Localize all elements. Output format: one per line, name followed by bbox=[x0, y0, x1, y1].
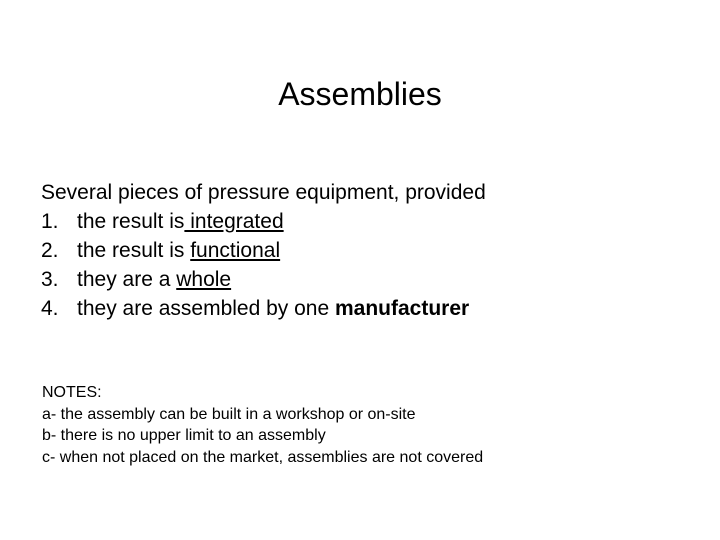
note-line: c- when not placed on the market, assemblies are not covered bbox=[42, 448, 484, 466]
list-emphasis-underlined: integrated bbox=[184, 210, 284, 233]
list-text: they are assembled by one bbox=[77, 297, 335, 320]
list-emphasis-underlined: whole bbox=[176, 268, 232, 291]
list-number: 1. bbox=[41, 210, 59, 233]
list-number: 3. bbox=[41, 268, 59, 291]
note-line: a- the assembly can be built in a workshop or on-site bbox=[42, 405, 416, 423]
note-line: b- there is no upper limit to an assembly bbox=[42, 427, 326, 444]
main-content bbox=[41, 178, 486, 323]
list-emphasis-bold: manufacturer bbox=[335, 297, 470, 320]
notes-section bbox=[42, 382, 483, 468]
list-number: 4. bbox=[41, 297, 59, 320]
notes-heading: NOTES: bbox=[42, 384, 102, 401]
list-item bbox=[41, 207, 486, 236]
intro-text: Several pieces of pressure equipment, provided bbox=[41, 181, 486, 204]
list-item bbox=[41, 265, 486, 294]
slide-title: Assemblies bbox=[278, 76, 442, 112]
list-emphasis-underlined: functional bbox=[190, 239, 281, 262]
list-number: 2. bbox=[41, 239, 59, 262]
list-text: the result is bbox=[77, 239, 191, 262]
list-item bbox=[41, 236, 486, 265]
list-item bbox=[41, 294, 486, 323]
list-text: they are a bbox=[77, 268, 177, 291]
list-text: the result is bbox=[77, 210, 185, 233]
